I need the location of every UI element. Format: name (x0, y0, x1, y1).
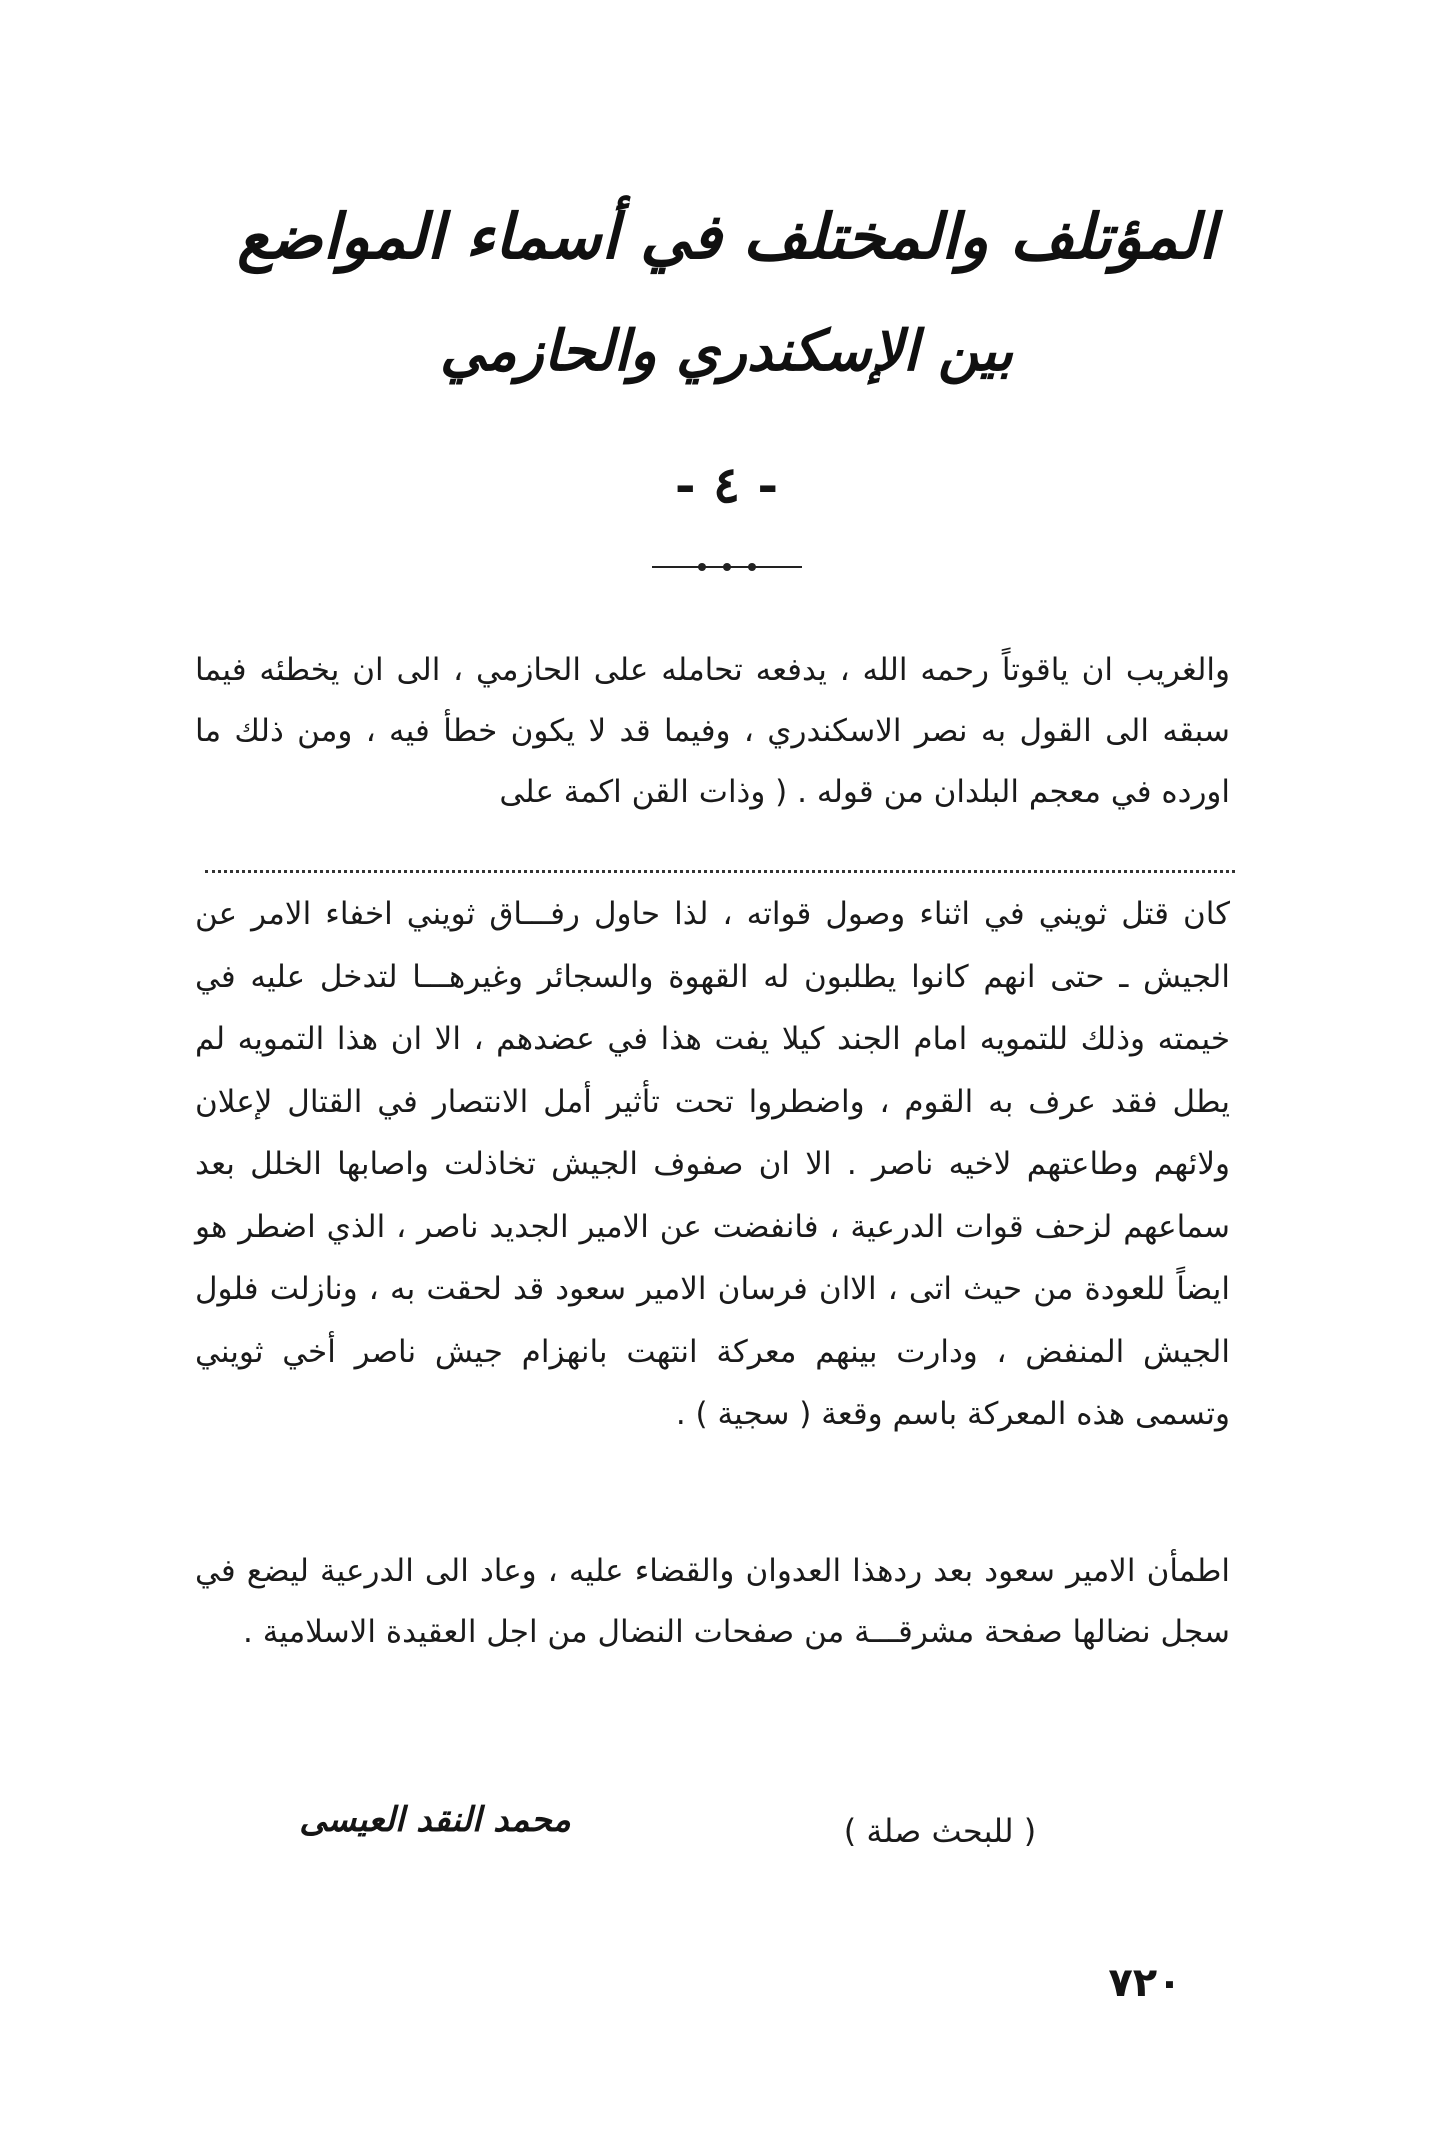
author-signature: محمد النقد العيسى (299, 1800, 571, 1840)
continuation-note: ( للبحث صلة ) (843, 1812, 1037, 1850)
ornament-dot (723, 563, 731, 571)
page-title: المؤتلف والمختلف في أسماء المواضع (237, 200, 1216, 273)
dotted-separator (205, 870, 1235, 873)
body-paragraph-1: والغريب ان ياقوتاً رحمه الله ، يدفعه تحامله على الحازمي ، الى ان يخطئه فيما سبقه الى القول به نصر الاسكندري ، وفيما قد لا يكون خطأ فيه ، ومن ذلك ما اورده في معجم البلدان من قوله . ( وذات القن اكمة على (195, 652, 1230, 810)
body-paragraph-3: اطمأن الامير سعود بعد ردهذا العدوان والقضاء عليه ، وعاد الى الدرعية ليضع في سجل نضالها صفحة مشرقـــة من صفحات النضال من اجل العقيدة الاسلامية . (195, 1553, 1230, 1650)
part-number: - ٤ - (674, 455, 779, 514)
body-paragraph-2: كان قتل ثويني في اثناء وصول قواته ، لذا حاول رفـــاق ثويني اخفاء الامر عن الجيش ـ حتى انهم كانوا يطلبون له القهوة والسجائر وغيرهـــا لتدخل عليه في خيمته وذلك للتمويه امام الجند كيلا يفت هذا في عضدهم ، الا ان هذا التمويه لم يطل فقد عرف به القوم ، واضطروا تحت تأثير أمل الانتصار في القتال لإعلان ولائهم وطاعتهم لاخيه ناصر . الا ان صفوف الجيش تخاذلت واصابها الخلل بعد سماعهم لزحف قوات الدرعية ، فانفضت عن الامير الجديد ناصر ، الذي اضطر هو ايضاً للعودة من حيث اتى ، الاان فرسان الامير سعود قد لحقت به ، ونازلت فلول الجيش المنفض ، ودارت بينهم معركة انتهت بانهزام جيش ناصر أخي ثويني وتسمى هذه المعركة باسم وقعة ( سجية ) . (195, 896, 1230, 1432)
page-number: ٧٢٠ (1108, 1960, 1182, 2006)
ornament-dot (748, 563, 756, 571)
page-subtitle: بين الإسكندري والحازمي (439, 318, 1014, 384)
ornament-divider (652, 561, 802, 573)
ornament-dot (698, 563, 706, 571)
